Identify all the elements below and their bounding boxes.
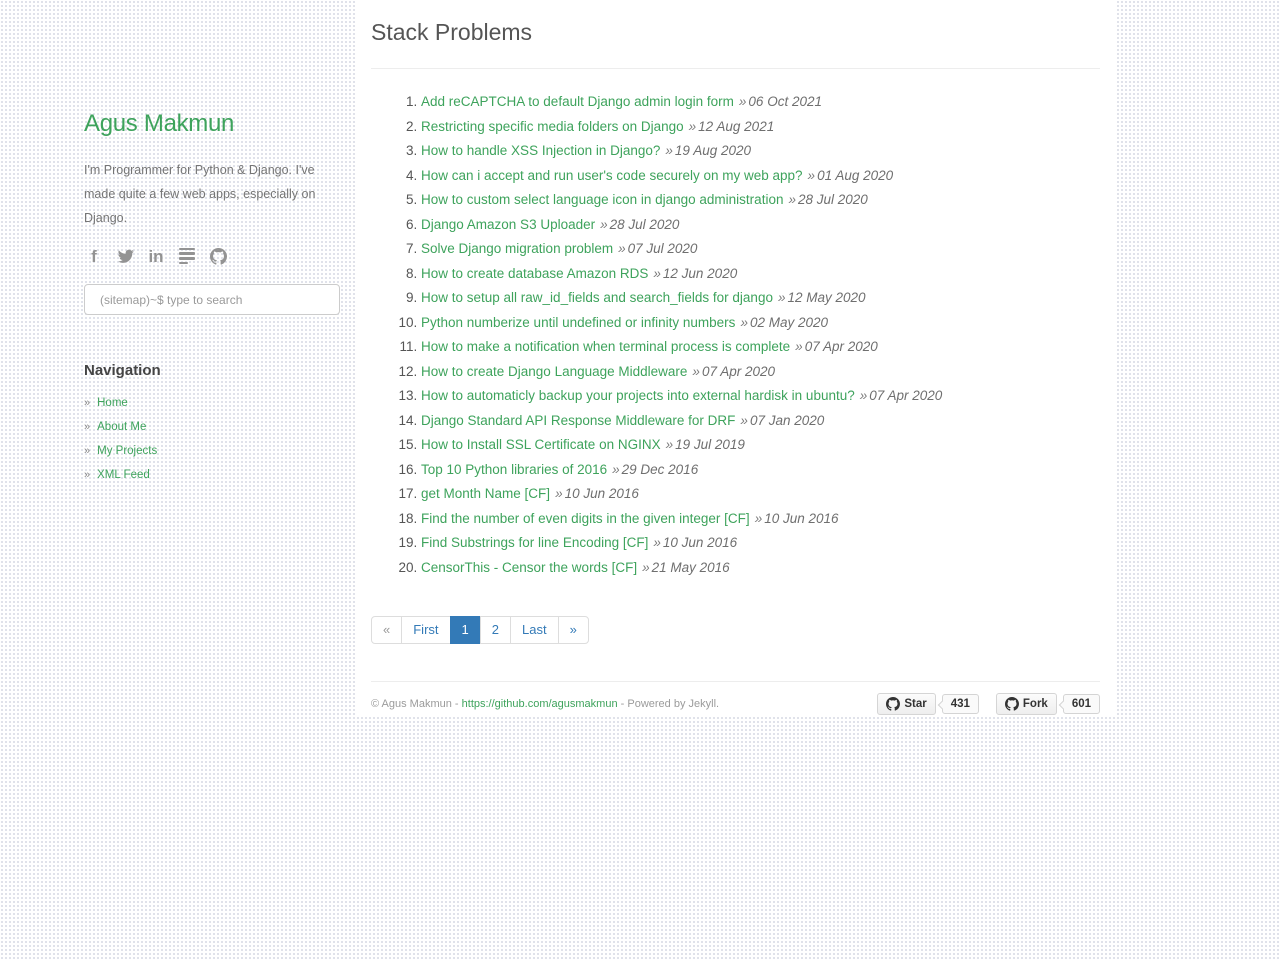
nav-bullet: » (84, 421, 91, 433)
post-date-separator: » (600, 216, 608, 232)
sidebar-item-my-projects (84, 439, 340, 463)
post-link[interactable]: How to setup all raw_id_fields and search_fields for django (421, 290, 773, 305)
post-date: 07 Apr 2020 (869, 388, 943, 403)
nav-bullet: » (84, 397, 91, 409)
pagination-link[interactable]: First (401, 616, 450, 644)
post-item (421, 339, 1100, 354)
post-item (421, 511, 1100, 526)
post-date-separator: » (692, 363, 700, 379)
post-link[interactable]: Django Standard API Response Middleware for DRF (421, 412, 736, 428)
post-date-separator: » (788, 192, 796, 207)
post-list (371, 94, 1100, 575)
post-date-separator: » (642, 559, 650, 575)
post-item (421, 413, 1100, 428)
post-date-separator: » (665, 437, 674, 452)
post-item (421, 168, 1100, 183)
post-link[interactable]: get Month Name [CF] (421, 486, 551, 501)
page-title: Stack Problems (371, 19, 533, 45)
post-date: 07 Jul 2020 (627, 241, 698, 256)
sidebar-item-home (84, 391, 340, 415)
post-date-separator: » (740, 314, 748, 330)
github-octocat-icon (886, 697, 900, 711)
site-title: Agus Makmun (84, 110, 235, 137)
post-date-separator: » (738, 94, 747, 109)
post-link[interactable]: Solve Django migration problem (421, 241, 614, 256)
post-item (421, 486, 1100, 501)
main-content-panel (356, 0, 1115, 716)
post-date-separator: » (795, 339, 803, 354)
post-item (421, 266, 1100, 281)
post-date: 01 Aug 2020 (817, 167, 894, 183)
nav-link[interactable]: XML Feed (97, 469, 150, 481)
github-button-label: Fork (1022, 698, 1048, 711)
post-date: 06 Oct 2021 (748, 94, 822, 109)
post-date: 28 Jul 2020 (797, 192, 868, 207)
post-date-separator: » (859, 388, 868, 403)
post-link[interactable]: Python numberize until undefined or infinity numbers (421, 314, 736, 330)
pagination-link[interactable]: 2 (480, 616, 511, 644)
pagination-link[interactable]: Last (510, 616, 559, 644)
post-date-separator: » (555, 486, 563, 501)
facebook-icon[interactable]: f (91, 246, 97, 266)
nav-bullet: » (84, 445, 91, 457)
github-button-label: Star (904, 698, 927, 711)
post-link[interactable]: CensorThis - Censor the words [CF] (421, 559, 638, 575)
nav-link[interactable]: Home (97, 397, 128, 409)
search-input[interactable] (84, 284, 340, 315)
post-date: 29 Dec 2016 (621, 461, 699, 477)
pagination-item-last (511, 616, 559, 644)
post-item (421, 560, 1100, 575)
post-link[interactable]: Add reCAPTCHA to default Django admin login form (421, 94, 734, 109)
copyright-text: © Agus Makmun - (371, 698, 459, 711)
navigation-list (84, 391, 340, 487)
post-date: 19 Jul 2019 (675, 437, 745, 452)
post-date: 12 Jun 2020 (662, 265, 738, 281)
github-star-button[interactable] (877, 693, 935, 715)
post-date-separator: » (618, 241, 626, 256)
post-date-separator: » (807, 167, 816, 183)
post-item (421, 364, 1100, 379)
post-link[interactable]: How to make a notification when terminal process is complete (421, 339, 791, 354)
pagination-link: « (371, 616, 402, 644)
post-link[interactable]: Find the number of even digits in the given integer [CF] (421, 510, 750, 526)
post-date-separator: » (653, 535, 661, 550)
post-item (421, 462, 1100, 477)
post-link[interactable]: Find Substrings for line Encoding [CF] (421, 535, 649, 550)
post-link[interactable]: Django Amazon S3 Uploader (421, 216, 596, 232)
post-link[interactable]: How to automaticly backup your projects into external hardisk in ubuntu? (421, 388, 855, 403)
social-icons-row (84, 246, 340, 266)
sidebar-item-about-me (84, 415, 340, 439)
post-link[interactable]: How to create Django Language Middleware (421, 363, 688, 379)
github-star-count[interactable]: 431 (942, 694, 979, 714)
github-icon[interactable] (208, 246, 228, 266)
pagination (371, 616, 589, 644)
title-divider (371, 68, 1100, 69)
footer-divider (371, 681, 1100, 682)
post-date: 10 Jun 2016 (662, 535, 738, 550)
pagination-item-2 (481, 616, 511, 644)
post-date: 12 Aug 2021 (698, 118, 775, 134)
nav-bullet: » (84, 469, 91, 481)
post-link[interactable]: How to handle XSS Injection in Django? (421, 143, 661, 158)
github-profile-link[interactable]: https://github.com/agusmakmun (461, 698, 618, 711)
post-date-separator: » (688, 118, 697, 134)
sidebar-item-xml-feed (84, 463, 340, 487)
post-date-separator: » (740, 412, 748, 428)
github-fork-count[interactable]: 601 (1063, 694, 1100, 714)
linkedin-icon[interactable]: in (148, 246, 164, 266)
github-fork-group (996, 693, 1100, 715)
post-date: 07 Jan 2020 (749, 412, 825, 428)
post-date-separator: » (612, 461, 620, 477)
stackexchange-icon[interactable] (177, 246, 197, 266)
post-item (421, 437, 1100, 452)
post-date: 19 Aug 2020 (674, 143, 751, 158)
post-date-separator: » (777, 290, 786, 305)
nav-link[interactable]: About Me (97, 421, 147, 433)
sidebar (84, 100, 340, 487)
post-item (421, 388, 1100, 403)
post-link[interactable]: How can i accept and run user's code securely on my web app? (421, 167, 803, 183)
post-date: 02 May 2020 (749, 314, 829, 330)
post-date: 07 Apr 2020 (701, 363, 775, 379)
post-date-separator: » (754, 510, 763, 526)
post-item (421, 241, 1100, 256)
pagination-link[interactable]: 1 (450, 616, 481, 644)
pagination-item- (559, 616, 589, 644)
post-link[interactable]: How to create database Amazon RDS (421, 265, 649, 281)
post-date-separator: » (665, 143, 673, 158)
twitter-icon[interactable] (115, 246, 135, 266)
post-item (421, 290, 1100, 305)
post-date: 10 Jun 2016 (564, 486, 639, 501)
post-date: 21 May 2016 (651, 559, 730, 575)
post-item (421, 119, 1100, 134)
pagination-item-first (402, 616, 450, 644)
post-date: 12 May 2020 (787, 290, 866, 305)
footer (371, 693, 1100, 715)
post-item (421, 315, 1100, 330)
post-link[interactable]: Top 10 Python libraries of 2016 (421, 461, 608, 477)
pagination-item- (371, 616, 402, 644)
github-fork-button[interactable] (996, 693, 1057, 715)
navigation-heading: Navigation (84, 362, 161, 379)
post-link[interactable]: How to custom select language icon in django administration (421, 192, 784, 207)
post-item (421, 535, 1100, 550)
post-date: 07 Apr 2020 (804, 339, 878, 354)
post-item (421, 143, 1100, 158)
github-octocat-icon (1005, 697, 1019, 711)
post-item (421, 217, 1100, 232)
post-date: 28 Jul 2020 (609, 216, 680, 232)
nav-link[interactable]: My Projects (97, 445, 158, 457)
pagination-link[interactable]: » (558, 616, 589, 644)
post-link[interactable]: Restricting specific media folders on Django (421, 118, 684, 134)
post-item (421, 94, 1100, 109)
post-link[interactable]: How to Install SSL Certificate on NGINX (421, 437, 661, 452)
post-date-separator: » (653, 265, 661, 281)
pagination-item-1 (451, 616, 481, 644)
post-date: 10 Jun 2016 (764, 510, 839, 526)
github-buttons (877, 693, 1100, 715)
site-description: I'm Programmer for Python & Django. I've made quite a few web apps, especially on Django. (84, 163, 316, 225)
powered-by-text: - Powered by Jekyll. (620, 698, 720, 711)
footer-copyright (371, 698, 719, 710)
post-item (421, 192, 1100, 207)
github-star-group (877, 693, 979, 715)
